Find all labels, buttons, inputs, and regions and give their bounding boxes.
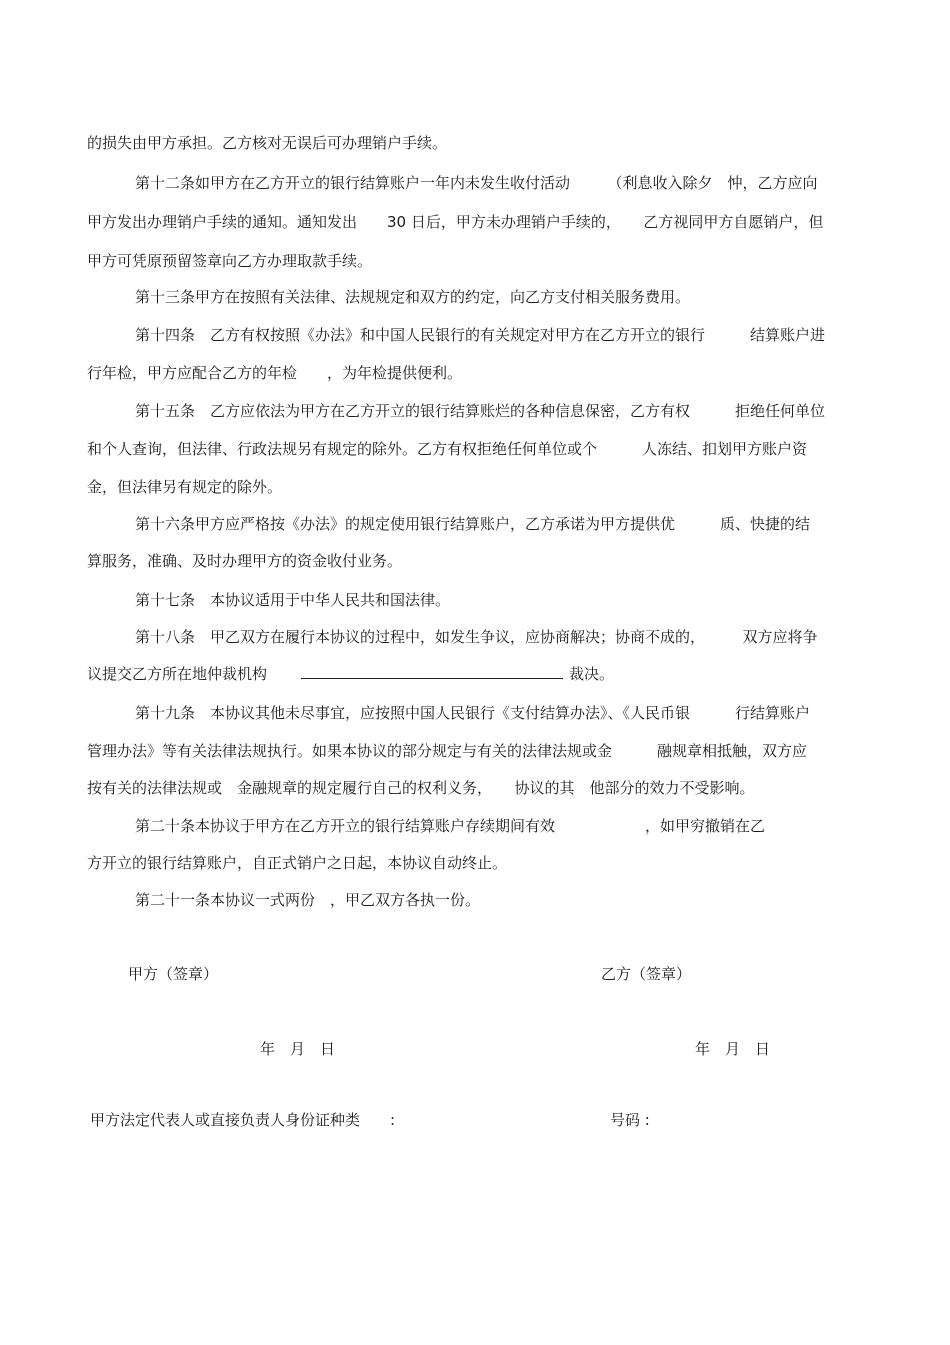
article-18-line-1: 第十八条 甲乙双方在履行本协议的过程中，如发生争议，应协商解决；协商不成的， 双方应将争 <box>135 628 818 646</box>
article-15-line-2: 和个人查询，但法律、行政法规另有规定的除外。乙方有权拒绝任何单位或个 人冻结、扣划甲方账户资 <box>87 440 808 458</box>
article-18-line-2 <box>87 664 614 684</box>
id-number-label: 号码 : <box>610 1111 650 1129</box>
arbitration-prefix: 议提交乙方所在地仲裁机构 <box>87 665 268 683</box>
article-19-line-1: 第十九条 本协议其他未尽事宜，应按照中国人民银行《支付结算办法》、《人民币银 行结算账户 <box>135 704 811 722</box>
article-20-line-1: 第二十条本协议于甲方在乙方开立的银行结算账户存续期间有效 ，如甲穷撤销在乙 <box>135 817 766 835</box>
article-19-line-2: 管理办法》等有关法律法规执行。如果本协议的部分规定与有关的法律法规或金 融规章相抵触，双方应 <box>87 742 808 760</box>
article-15-line-1: 第十五条 乙方应依法为甲方在乙方开立的银行结算账烂的各种信息保密，乙方有权 拒绝任何单位 <box>135 402 826 420</box>
article-12-line-1: 第十二条如甲方在乙方开立的银行结算账户一年内未发生收付活动 （利息收入除夕 忡，乙方应向 <box>135 174 818 192</box>
arbitration-blank-field[interactable] <box>301 664 563 679</box>
article-19-line-3: 按有关的法律法规或 金融规章的规定履行自己的权利义务， 协议的其 他部分的效力不受影响。 <box>87 779 755 797</box>
article-13-line-1: 第十三条甲方在按照有关法律、法规规定和双方的约定，向乙方支付相关服务费用。 <box>135 288 691 306</box>
party-b-signature-label: 乙方（签章） <box>601 965 692 983</box>
article-12-line-2: 甲方发出办理销户手续的通知。通知发出 30 日后，甲方未办理销户手续的， 乙方视同甲方自愿销户，但 <box>87 213 824 231</box>
party-b-date: 年 月 日 <box>695 1040 771 1058</box>
party-a-date: 年 月 日 <box>260 1040 336 1058</box>
article-21-line-1: 第二十一条本协议一式两份 ，甲乙双方各执一份。 <box>135 891 481 909</box>
article-20-line-2: 方开立的银行结算账户，自正式销户之日起，本协议自动终止。 <box>87 854 508 872</box>
article-17-line-1: 第十七条 本协议适用于中华人民共和国法律。 <box>135 591 451 609</box>
article-12-line-3: 甲方可凭原预留签章向乙方办理取款手续。 <box>87 252 373 270</box>
id-type-label: 甲方法定代表人或直接负责人身份证种类 : <box>90 1111 396 1129</box>
article-16-line-2: 算服务，准确、及时办理甲方的资金收付业务。 <box>87 552 403 570</box>
article-14-line-2: 行年检，甲方应配合乙方的年检 ，为年检提供便利。 <box>87 364 463 382</box>
article-15-line-3: 金，但法律另有规定的除外。 <box>87 478 283 496</box>
article-16-line-1: 第十六条甲方应严格按《办法》的规定使用银行结算账户，乙方承诺为甲方提供优 质、快捷的结 <box>135 515 811 533</box>
text-line: 的损失由甲方承担。乙方核对无误后可办理销户手续。 <box>87 134 448 152</box>
article-14-line-1: 第十四条 乙方有权按照《办法》和中国人民银行的有关规定对甲方在乙方开立的银行 结算账户进 <box>135 326 826 344</box>
party-a-signature-label: 甲方（签章） <box>128 965 219 983</box>
arbitration-suffix: 裁决。 <box>569 665 615 683</box>
